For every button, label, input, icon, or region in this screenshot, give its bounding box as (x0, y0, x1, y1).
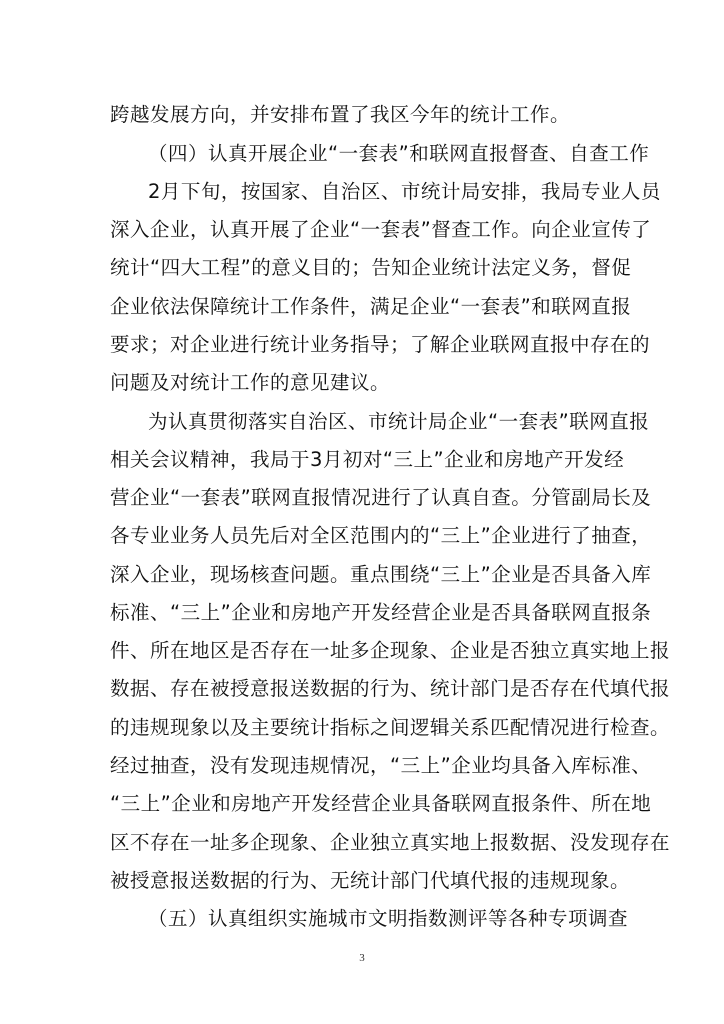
text-line: 深入企业，认真开展了企业“一套表”督查工作。向企业宣传了 (110, 218, 652, 241)
text-line: 被授意报送数据的行为、无统计部门代填代报的违规现象。 (110, 869, 631, 892)
text-line: 企业依法保障统计工作条件，满足企业“一套表”和联网直报 (110, 295, 632, 318)
text-line: 相关会议精神，我局于3月初对“三上”企业和房地产开发经 (110, 448, 625, 471)
text-line: 的违规现象以及主要统计指标之间逻辑关系匹配情况进行检查。 (110, 716, 671, 739)
text-line: 数据、存在被授意报送数据的行为、统计部门是否存在代填代报 (110, 677, 671, 700)
text-line: 跨越发展方向，并安排布置了我区今年的统计工作。 (110, 103, 571, 126)
paragraph-first-line: 2月下旬，按国家、自治区、市统计局安排，我局专业人员 (148, 180, 661, 203)
paragraph-first-line: 为认真贯彻落实自治区、市统计局企业“一套表”联网直报 (148, 410, 650, 433)
page-number: 3 (359, 952, 365, 964)
text-line: 经过抽查，没有发现违规情况，“三上”企业均具备入库标准、 (110, 754, 652, 777)
text-line: 问题及对统计工作的意见建议。 (110, 371, 391, 394)
text-line: 深入企业，现场核查问题。重点围绕“三上”企业是否具备入库 (110, 563, 652, 586)
text-line: 营企业“一套表”联网直报情况进行了认真自查。分管副局长及 (110, 486, 652, 509)
text-line: “三上”企业和房地产开发经营企业具备联网直报条件、所在地 (110, 792, 652, 815)
text-line: 区不存在一址多企现象、企业独立真实地上报数据、没发现存在 (110, 831, 671, 854)
text-line: 各专业业务人员先后对全区范围内的“三上”企业进行了抽查， (110, 524, 652, 547)
section-heading: （五）认真组织实施城市文明指数测评等各种专项调查 (148, 907, 629, 930)
text-line: 要求；对企业进行统计业务指导；了解企业联网直报中存在的 (110, 333, 651, 356)
text-line: 件、所在地区是否存在一址多企现象、企业是否独立真实地上报 (110, 639, 671, 662)
text-line: 标准、“三上”企业和房地产开发经营企业是否具备联网直报条 (110, 601, 652, 624)
section-heading: （四）认真开展企业“一套表”和联网直报督查、自查工作 (148, 142, 650, 165)
text-line: 统计“四大工程”的意义目的；告知企业统计法定义务，督促 (110, 256, 632, 279)
